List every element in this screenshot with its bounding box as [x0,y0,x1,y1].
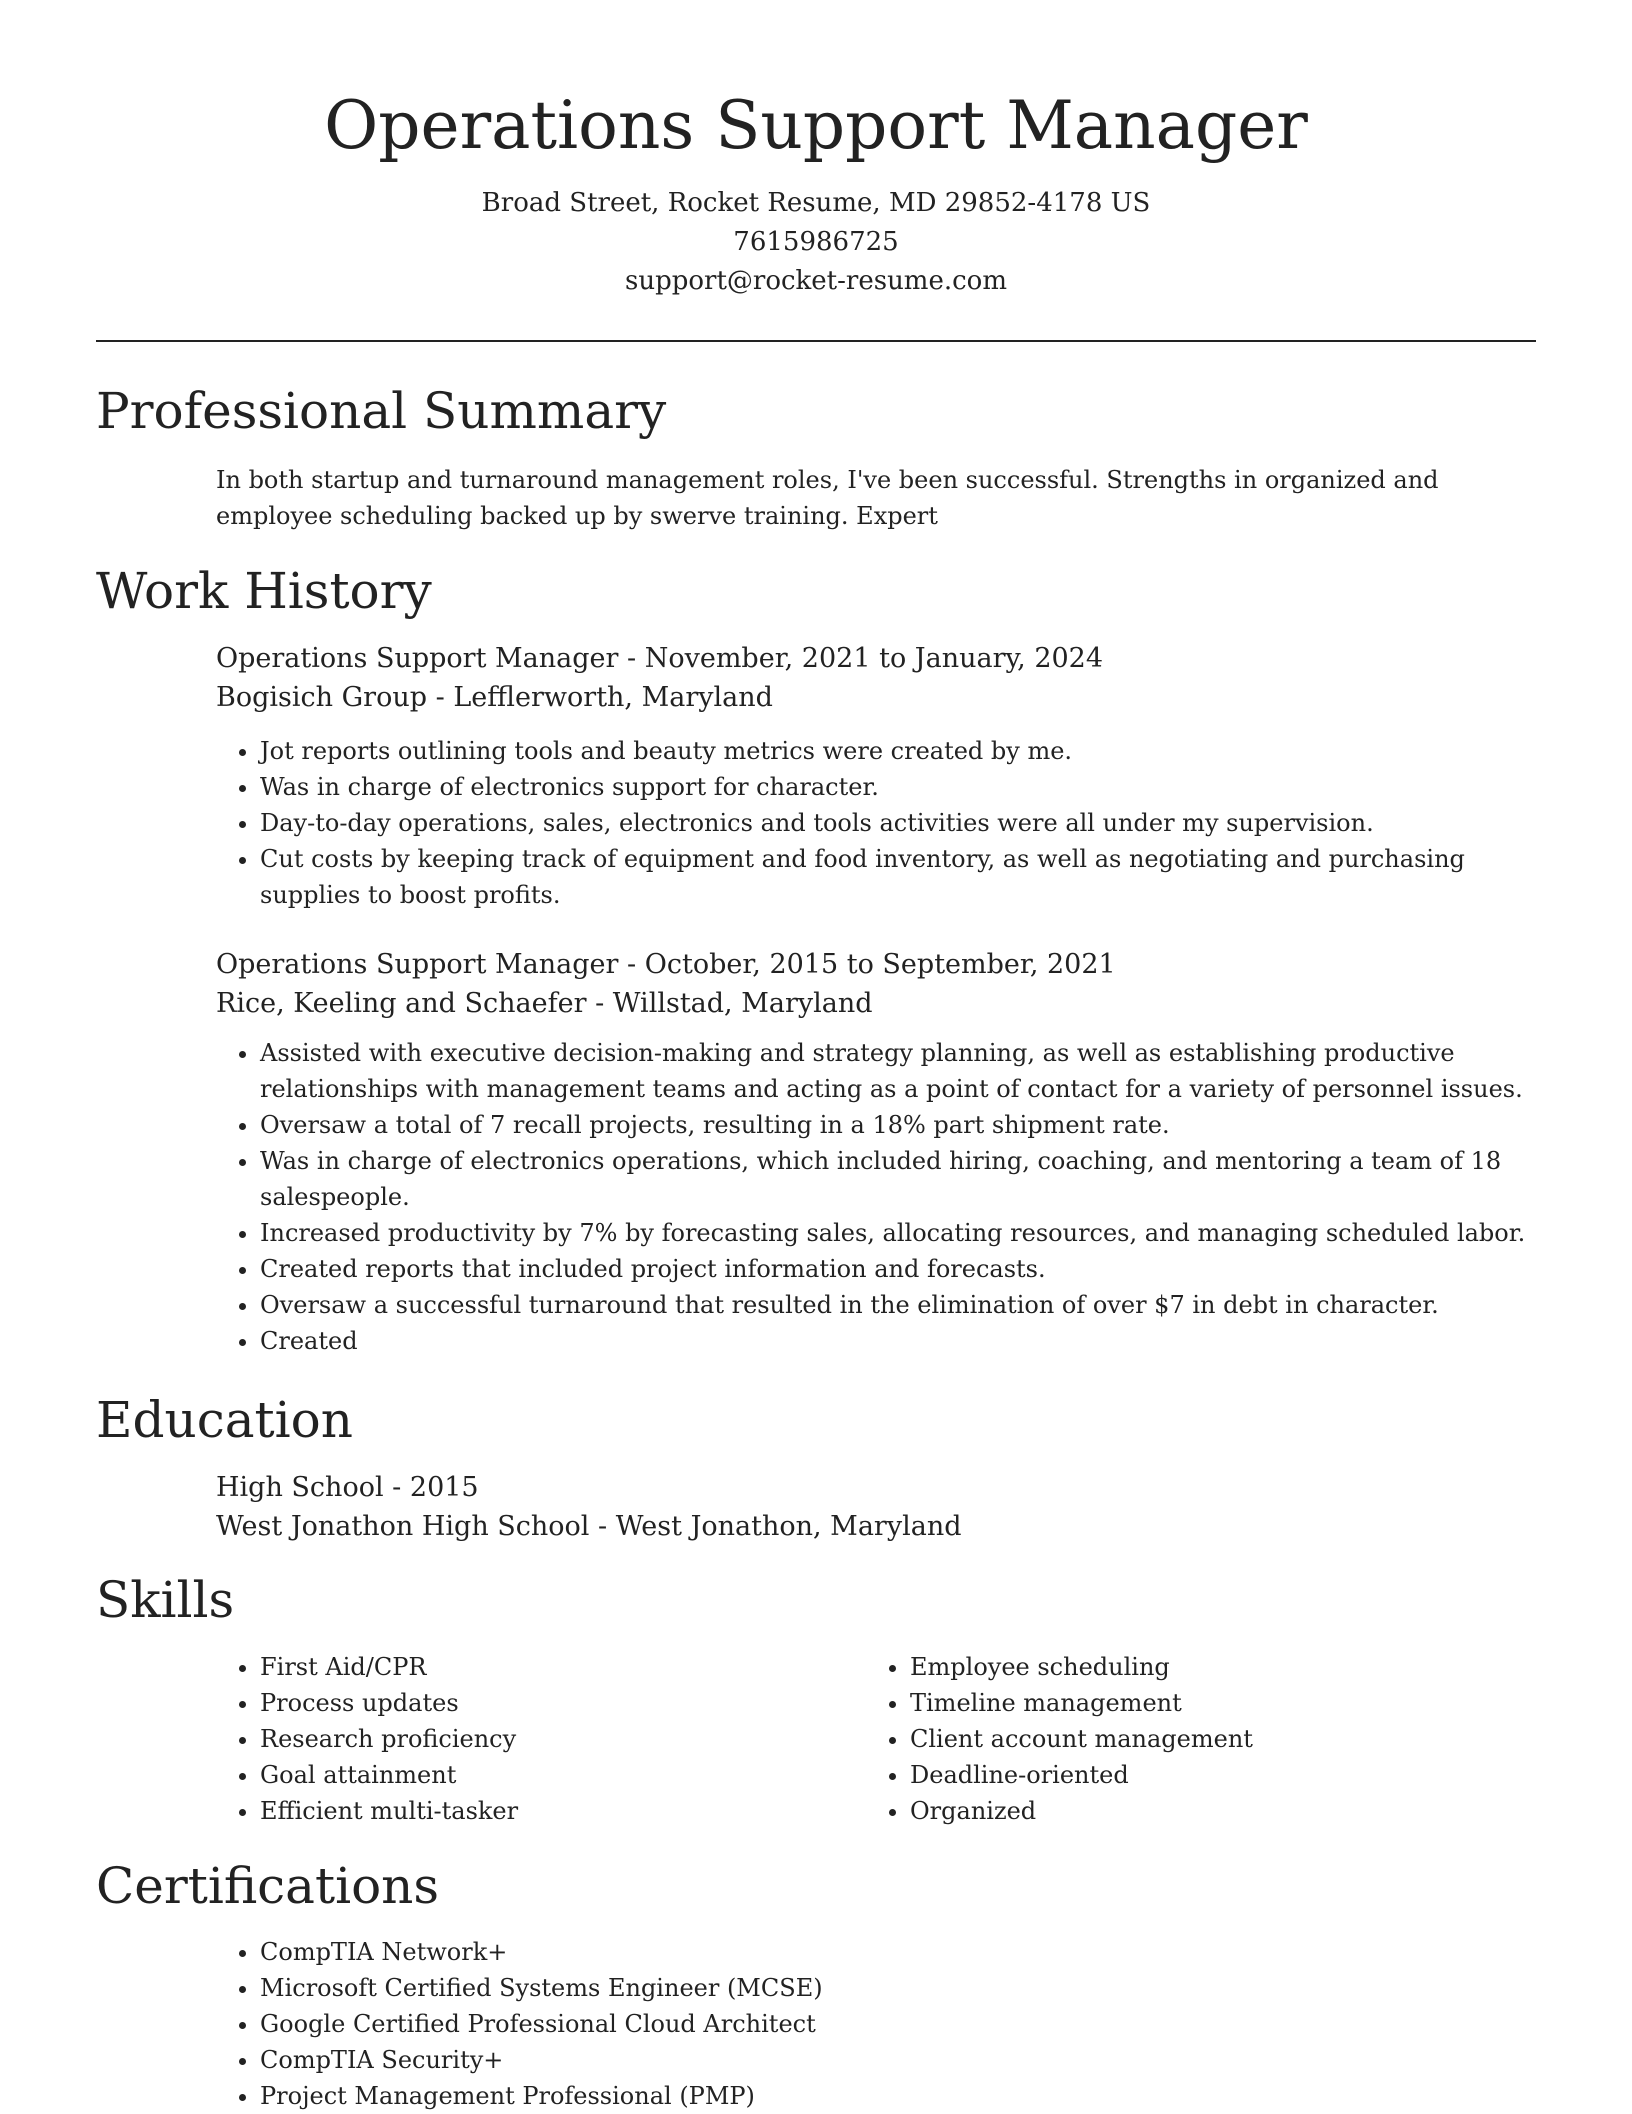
section-title-education: Education [96,1391,353,1449]
email: support@rocket-resume.com [624,266,1007,296]
list-item: • CompTIA Network+ [260,1934,1540,1970]
list-item: • Employee scheduling [910,1649,1466,1685]
list-item: • First Aid/CPR [260,1649,816,1685]
list-item: • Assisted with executive decision-making and strategy planning, as well as establishing productive relationships with management teams and acting as a point of contact for a variety of personnel issues. [260,1035,1540,1107]
header-divider [96,340,1536,342]
education-degree: High School [216,1472,384,1503]
list-item: • CompTIA Security+ [260,2042,1540,2078]
skills-block [216,1649,1540,1839]
summary-block [216,462,1540,534]
section-title-work: Work History [96,562,432,620]
contact-info [96,184,1536,301]
skills-list [216,1649,816,1829]
list-item: • Research proficiency [260,1721,816,1757]
job-company-line [216,984,1540,1023]
summary-text: In both startup and turnaround management roles, I've been successful. Strengths in organized and employee scheduling backed up by swerve training. Expert [216,466,1439,530]
education-degree-line [216,1468,1540,1507]
resume-header [96,82,1536,301]
job-entry [216,639,1540,913]
list-item: • Timeline management [910,1685,1466,1721]
education-year: 2015 [409,1472,479,1503]
list-item: • Was in charge of electronics operations, which included hiring, coaching, and mentoring a team of 18 salespeople. [260,1143,1540,1215]
skills-list [866,1649,1466,1829]
job-bullets [216,1035,1540,1359]
education-school-line [216,1507,1540,1546]
candidate-name: Operations Support Manager [324,87,1308,164]
job-title-line [216,639,1540,678]
list-item: • Day-to-day operations, sales, electronics and tools activities were all under my supervision. [260,805,1540,841]
job-role: Operations Support Manager [216,949,619,980]
job-dates: October, 2015 to September, 2021 [644,949,1116,980]
section-title-skills: Skills [96,1571,235,1629]
list-item: • Created reports that included project information and forecasts. [260,1251,1540,1287]
skills-column-right [866,1649,1466,1829]
job-company: Rice, Keeling and Schaefer [216,988,587,1019]
job-entry [216,945,1540,1359]
list-item: • Created [260,1323,1540,1359]
separator: - [618,949,645,980]
list-item: • Cut costs by keeping track of equipment and food inventory, as well as negotiating and purchasing supplies to boost profits. [260,841,1540,913]
certifications-list [216,1934,1540,2114]
job-company: Bogisich Group [216,682,428,713]
list-item: • Goal attainment [260,1757,816,1793]
separator: - [383,1472,410,1503]
separator: - [589,1511,616,1542]
separator: - [586,988,613,1019]
separator: - [427,682,454,713]
certifications-block [216,1934,1540,2114]
address: Broad Street, Rocket Resume, MD 29852-4178 US [481,188,1151,218]
education-school: West Jonathon High School [216,1511,590,1542]
section-title-certifications: Certifications [96,1857,440,1915]
job-bullets [216,733,1540,913]
job-location: Lefflerworth, Maryland [453,682,773,713]
separator: - [618,643,645,674]
education-location: West Jonathon, Maryland [615,1511,962,1542]
education-entry [216,1468,1540,1546]
list-item: • Organized [910,1793,1466,1829]
job-location: Willstad, Maryland [612,988,873,1019]
list-item: • Project Management Professional (PMP) [260,2078,1540,2114]
phone: 7615986725 [733,227,899,257]
list-item: • Process updates [260,1685,816,1721]
list-item: • Was in charge of electronics support for character. [260,769,1540,805]
list-item: • Microsoft Certified Systems Engineer (MCSE) [260,1970,1540,2006]
list-item: • Deadline-oriented [910,1757,1466,1793]
skills-column-left [216,1649,816,1829]
list-item: • Client account management [910,1721,1466,1757]
list-item: • Efficient multi-tasker [260,1793,816,1829]
job-dates: November, 2021 to January, 2024 [644,643,1104,674]
list-item: • Google Certified Professional Cloud Architect [260,2006,1540,2042]
list-item: • Oversaw a total of 7 recall projects, resulting in a 18% part shipment rate. [260,1107,1540,1143]
job-title-line [216,945,1540,984]
list-item: • Jot reports outlining tools and beauty metrics were created by me. [260,733,1540,769]
list-item: • Increased productivity by 7% by forecasting sales, allocating resources, and managing scheduled labor. [260,1215,1540,1251]
section-title-summary: Professional Summary [96,382,667,440]
job-company-line [216,678,1540,717]
job-role: Operations Support Manager [216,643,619,674]
list-item: • Oversaw a successful turnaround that resulted in the elimination of over $7 in debt in character. [260,1287,1540,1323]
